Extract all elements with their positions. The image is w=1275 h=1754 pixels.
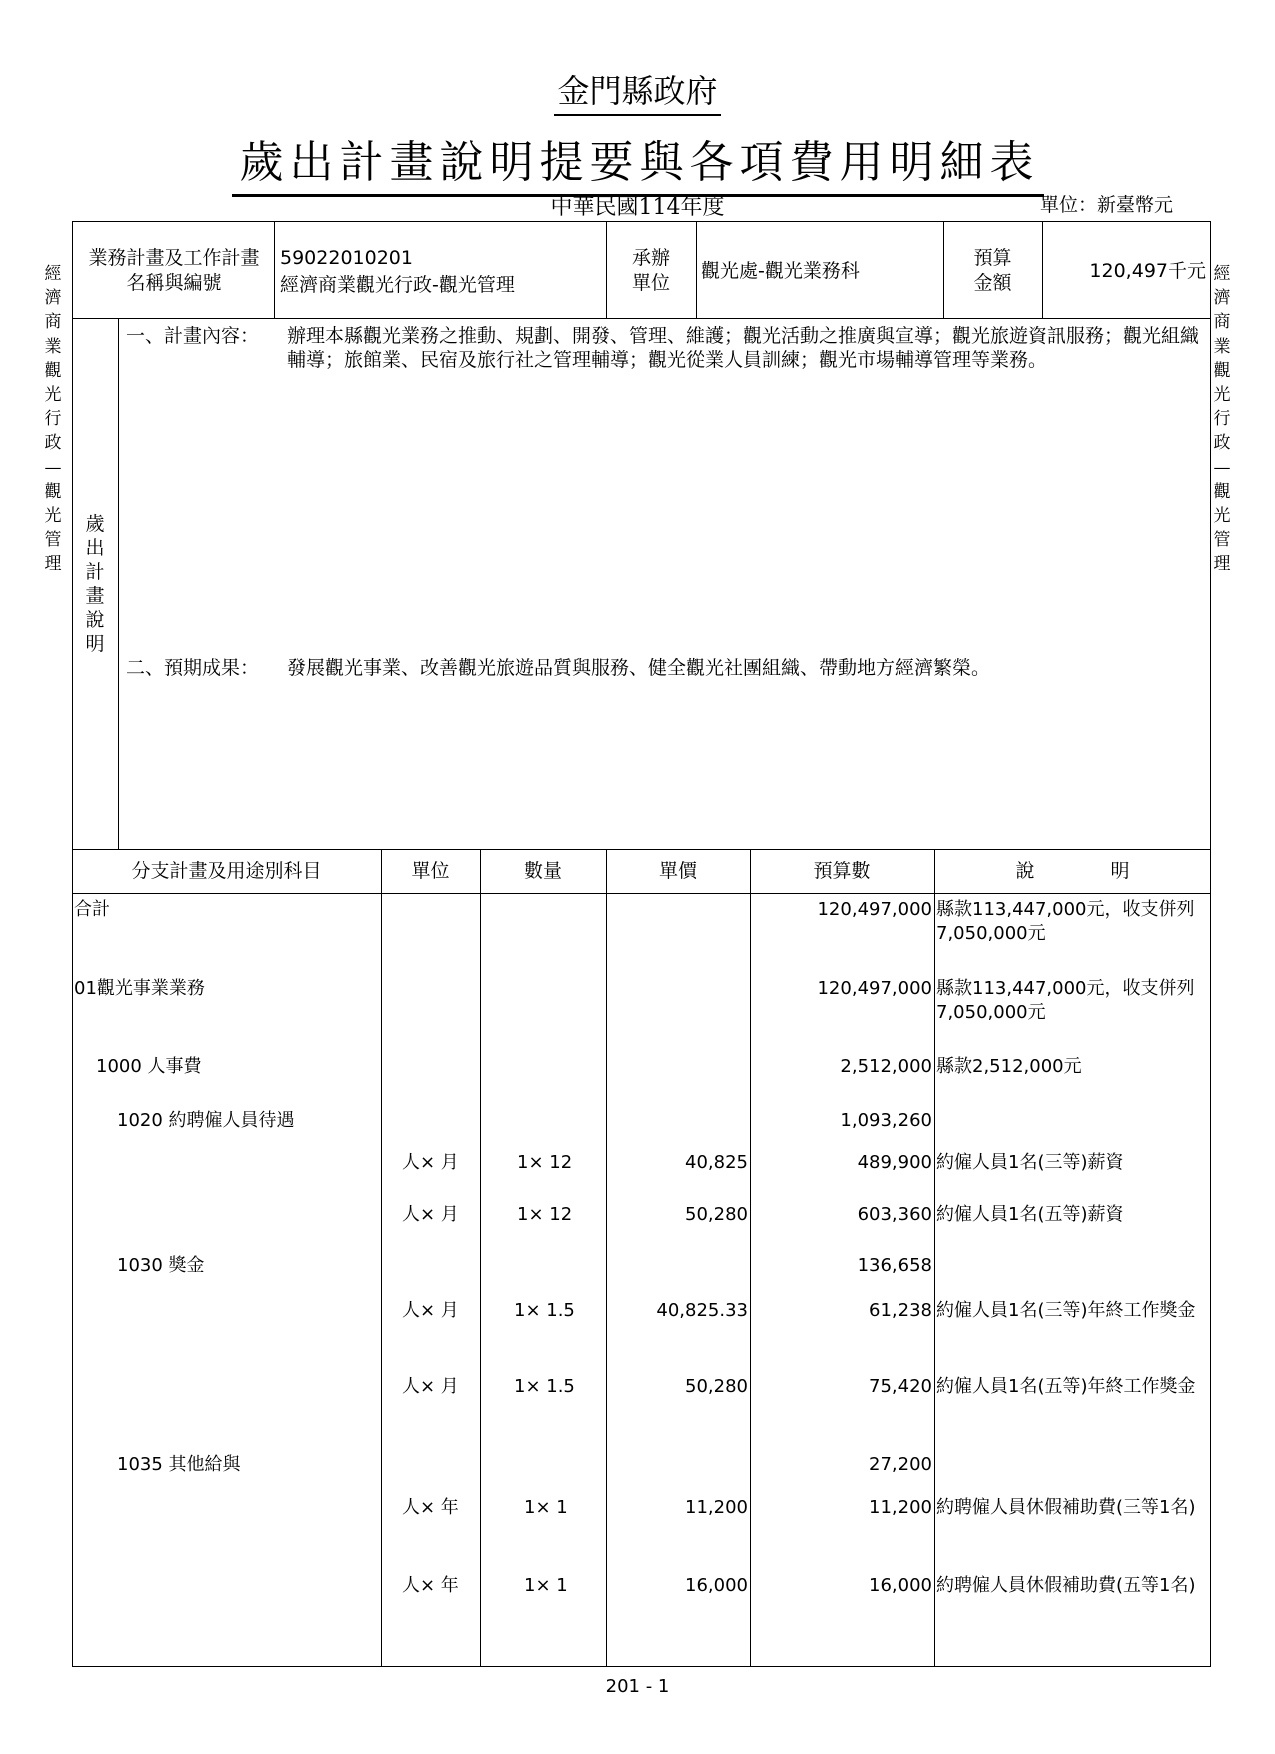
- plan-content-text: 辦理本縣觀光業務之推動、規劃、開發、管理、維護；觀光活動之推廣與宣導；觀光旅遊資訊服務；觀光組織輔導；旅館業、民宿及旅行社之管理輔導；觀光從業人員訓練；觀光市場輔導管理等業務。: [287, 325, 1200, 371]
- currency-unit: 單位：新臺幣元: [1040, 194, 1174, 216]
- row-qty: 1× 12: [517, 1152, 573, 1173]
- dept-value: 觀光處-觀光業務科: [701, 260, 860, 282]
- row-amount: 120,497,000: [817, 899, 932, 920]
- column-header-price: 單價: [658, 860, 697, 882]
- description-vertical-label: 歲 出 計 畫 說 明: [85, 513, 105, 655]
- description-label-divider: [118, 318, 119, 849]
- row-unit: 人× 月: [402, 1204, 459, 1225]
- table-col-divider: [480, 849, 481, 1667]
- column-header-note: 說 明: [1015, 860, 1130, 882]
- row-price: 11,200: [685, 1497, 748, 1518]
- column-header-item: 分支計畫及用途別科目: [131, 860, 322, 882]
- column-header-unit: 單位: [411, 860, 450, 882]
- row-note: 約僱人員1名(五等)年終工作獎金: [936, 1376, 1196, 1397]
- plan-name-label: 業務計畫及工作計畫 名稱與編號: [88, 247, 260, 294]
- row-qty: 1× 1.5: [514, 1300, 575, 1321]
- row-price: 40,825: [685, 1152, 748, 1173]
- row-price: 50,280: [685, 1376, 748, 1397]
- row-price: 16,000: [685, 1575, 748, 1596]
- row-unit: 人× 月: [402, 1152, 459, 1173]
- row-note: 縣款113,447,000元，收支併列7,050,000元: [936, 978, 1195, 1023]
- row-price: 40,825.33: [656, 1300, 748, 1321]
- row-note: 約僱人員1名(三等)薪資: [936, 1152, 1124, 1173]
- row-unit: 人× 年: [402, 1497, 459, 1518]
- row-note: 約僱人員1名(三等)年終工作獎金: [936, 1300, 1196, 1321]
- row-price: 50,280: [685, 1204, 748, 1225]
- row-unit: 人× 月: [402, 1376, 459, 1397]
- dept-label: 承辦 單位: [631, 247, 670, 294]
- row-note: 約聘僱人員休假補助費(三等1名): [936, 1497, 1196, 1518]
- row-amount: 11,200: [869, 1497, 932, 1518]
- info-col-divider: [1042, 221, 1043, 318]
- row-item: 1000 人事費: [96, 1056, 202, 1077]
- document-title: 歲出計畫說明提要與各項費用明細表: [0, 126, 1275, 190]
- column-header-amount: 預算數: [813, 860, 871, 882]
- expected-result-label: 二、預期成果：: [126, 657, 260, 679]
- column-header-qty: 數量: [523, 860, 562, 882]
- row-unit: 人× 月: [402, 1300, 459, 1321]
- info-col-divider: [696, 221, 697, 318]
- table-col-divider: [750, 849, 751, 1667]
- expected-result-text: 發展觀光事業、改善觀光旅遊品質與服務、健全觀光社團組織、帶動地方經濟繁榮。: [287, 657, 991, 679]
- row-amount: 603,360: [857, 1204, 932, 1225]
- plan-content-label: 一、計畫內容：: [126, 325, 260, 347]
- row-amount: 1,093,260: [840, 1110, 932, 1131]
- row-item: 合計: [74, 899, 110, 920]
- row-item: 1020 約聘僱人員待遇: [117, 1110, 295, 1131]
- table-col-divider: [934, 849, 935, 1667]
- row-qty: 1× 1: [524, 1497, 568, 1518]
- organization-name: 金門縣政府: [0, 66, 1275, 112]
- row-amount: 120,497,000: [817, 978, 932, 999]
- row-item: 01觀光事業業務: [74, 978, 205, 999]
- budget-label: 預算 金額: [973, 247, 1012, 294]
- table-header-divider: [72, 893, 1211, 894]
- description-bottom-divider: [72, 849, 1211, 850]
- row-amount: 489,900: [857, 1152, 932, 1173]
- plan-code: 59022010201: [280, 247, 413, 269]
- row-amount: 27,200: [869, 1454, 932, 1475]
- fiscal-year: 中華民國114年度: [550, 195, 725, 220]
- row-qty: 1× 1.5: [514, 1376, 575, 1397]
- row-note: 縣款113,447,000元，收支併列7,050,000元: [936, 899, 1195, 944]
- row-note: 約聘僱人員休假補助費(五等1名): [936, 1575, 1196, 1596]
- row-item: 1030 獎金: [117, 1255, 205, 1276]
- side-label-left: 經 濟 商 業 觀 光 行 政 — 觀 光 管 理: [44, 264, 62, 575]
- page-number: 201 - 1: [605, 1676, 670, 1697]
- row-qty: 1× 12: [517, 1204, 573, 1225]
- budget-value: 120,497千元: [1089, 260, 1206, 282]
- row-note: 縣款2,512,000元: [936, 1056, 1082, 1077]
- plan-name: 經濟商業觀光行政-觀光管理: [280, 274, 515, 296]
- row-amount: 61,238: [869, 1300, 932, 1321]
- row-amount: 2,512,000: [840, 1056, 932, 1077]
- side-label-right: 經 濟 商 業 觀 光 行 政 — 觀 光 管 理: [1213, 264, 1231, 575]
- row-item: 1035 其他給與: [117, 1454, 241, 1475]
- row-unit: 人× 年: [402, 1575, 459, 1596]
- row-amount: 16,000: [869, 1575, 932, 1596]
- row-amount: 136,658: [857, 1255, 932, 1276]
- row-qty: 1× 1: [524, 1575, 568, 1596]
- row-amount: 75,420: [869, 1376, 932, 1397]
- info-col-divider: [274, 221, 275, 318]
- info-row-divider: [72, 318, 1211, 319]
- table-col-divider: [381, 849, 382, 1667]
- row-note: 約僱人員1名(五等)薪資: [936, 1204, 1124, 1225]
- table-col-divider: [606, 849, 607, 1667]
